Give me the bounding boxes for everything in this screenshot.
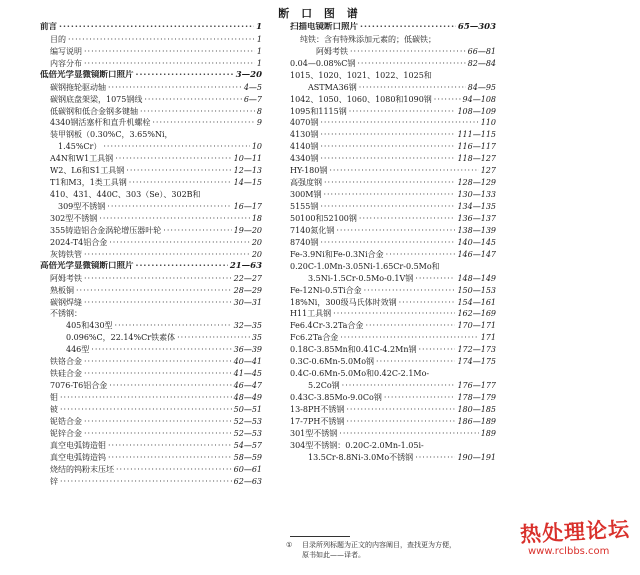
toc-entry-title: 4070钢 [290, 118, 319, 128]
toc-entry [290, 273, 496, 285]
toc-dot-leader [84, 273, 232, 285]
toc-entry [290, 141, 496, 153]
toc-dot-leader [336, 225, 455, 237]
toc-page-number: 82—84 [467, 58, 496, 68]
toc-page-number: 1 [256, 34, 262, 44]
toc-dot-leader [136, 70, 234, 82]
toc-page-number: 180—185 [457, 404, 496, 414]
toc-entry-title: 阿姆考铁 [50, 273, 82, 283]
toc-entry [290, 34, 496, 46]
toc-entry [290, 82, 496, 94]
toc-entry-title: 18%Ni，300级马氏体时效钢 [290, 297, 397, 307]
toc-page-number: 16—17 [233, 202, 262, 212]
toc-entry-title: 目的 [50, 34, 66, 44]
toc-dot-leader [116, 464, 232, 476]
toc-page-number: 52—53 [233, 428, 262, 438]
toc-page-number: 41—45 [233, 369, 262, 379]
toc-entry-title: 7140氮化钢 [290, 225, 335, 235]
toc-dot-leader [419, 344, 456, 356]
watermark-url: www.rclbbs.com [528, 546, 610, 557]
toc-dot-leader [415, 273, 455, 285]
toc-dot-leader [349, 106, 456, 118]
toc-entry-title: 17-7PH不锈钢 [290, 416, 345, 426]
toc-dot-leader [364, 285, 456, 297]
toc-page-number: 32—35 [233, 321, 262, 331]
toc-entry [40, 106, 262, 118]
toc-dot-leader [103, 141, 249, 153]
toc-page-number: 30—31 [233, 297, 262, 307]
toc-page-number: 111—115 [457, 130, 496, 140]
toc-entry-title: 4140钢 [290, 142, 319, 152]
toc-entry [40, 141, 262, 153]
toc-entry-title: W2、L6和S1工具钢 [50, 166, 125, 176]
toc-entry-title: 0.4C-0.6Mn-5.0Mo和0.42C-2.1Mo- [290, 369, 430, 379]
toc-entry-title: 0.43C-3.85Mo-9.0Co钢 [290, 393, 382, 403]
toc-page-number: 35 [251, 333, 262, 343]
toc-entry [290, 94, 496, 106]
toc-page-number: 171 [480, 333, 496, 343]
toc-entry-title: 真空电弧铸造钼 [50, 440, 106, 450]
toc-entry [40, 189, 262, 201]
watermark-logo [520, 516, 635, 571]
toc-page-number: 190—191 [457, 452, 496, 462]
toc-page-number: 60—61 [233, 464, 262, 474]
toc-entry-title: 扫描电镜断口照片 [290, 22, 359, 32]
toc-page-number: 62—63 [233, 476, 262, 486]
toc-dot-leader [91, 344, 231, 356]
toc-dot-leader [109, 380, 231, 392]
toc-entry-title: 405和430型 [66, 321, 113, 331]
toc-dot-leader [68, 34, 255, 46]
toc-entry [290, 404, 496, 416]
toc-page-number: 127 [480, 166, 496, 176]
toc-page-number: 172—173 [457, 345, 496, 355]
toc-page-number: 36—39 [233, 345, 262, 355]
toc-entry-title: 304型不锈钢：0.20C-2.0Mn-1.05i- [290, 440, 424, 450]
toc-page-number: 58—59 [233, 452, 262, 462]
toc-page-number: 4—5 [243, 82, 262, 92]
toc-entry-title: 1.45%Cr） [58, 142, 102, 152]
toc-entry-title: 前言 [40, 22, 58, 32]
toc-entry-title: 5155钢 [290, 202, 319, 212]
toc-section-heading [40, 261, 262, 273]
toc-entry-title: 446型 [66, 345, 90, 355]
toc-page-number: 150—153 [457, 285, 496, 295]
toc-dot-leader [144, 94, 241, 106]
footnote-line-2: 原书如此——译者。 [302, 551, 365, 559]
toc-entry-title: 1042、1050、1060、1080和1090钢 [290, 94, 432, 104]
toc-dot-leader [399, 297, 456, 309]
toc-entry-title: 灰铸铁管 [50, 249, 82, 259]
toc-dot-leader [320, 141, 455, 153]
toc-dot-leader [84, 428, 232, 440]
toc-dot-leader [359, 82, 466, 94]
toc-entry-title: 铁硅合金 [50, 369, 82, 379]
toc-dot-leader [333, 309, 455, 321]
toc-entry [40, 225, 262, 237]
toc-dot-leader [415, 452, 455, 464]
toc-dot-leader [126, 165, 231, 177]
toc-dot-leader [99, 213, 250, 225]
toc-right-column [290, 22, 496, 464]
toc-entry [290, 452, 496, 464]
toc-dot-leader [177, 332, 250, 344]
toc-entry-title: 铁铬合金 [50, 357, 82, 367]
toc-entry [40, 58, 262, 70]
toc-entry [290, 153, 496, 165]
page-title: 断 口 图 谱 [278, 7, 362, 20]
toc-entry-title: ASTMA36钢 [308, 82, 357, 92]
footnote-divider [290, 536, 350, 537]
toc-page-number: 134—135 [457, 202, 496, 212]
toc-entry-title: 0.20C-1.0Mn-3.05Ni-1.65Cr-0.5Mo和 [290, 261, 440, 271]
toc-entry-title: 50100和52100钢 [290, 213, 357, 223]
toc-entry [40, 213, 262, 225]
toc-dot-leader [320, 201, 455, 213]
toc-dot-leader [84, 356, 232, 368]
toc-dot-leader [76, 285, 232, 297]
toc-page-number: 162—169 [457, 309, 496, 319]
toc-dot-leader [84, 297, 232, 309]
toc-entry [40, 153, 262, 165]
toc-dot-leader [60, 476, 232, 488]
toc-dot-leader [320, 153, 455, 165]
toc-dot-leader [152, 118, 255, 130]
toc-entry [40, 404, 262, 416]
toc-entry [40, 356, 262, 368]
toc-entry [40, 118, 262, 130]
toc-entry-title: 烧结的钨粉末压坯 [50, 464, 114, 474]
toc-dot-leader [346, 416, 455, 428]
toc-entry-title: 熟板铜 [50, 285, 74, 295]
toc-page-number: 8 [256, 106, 262, 116]
toc-page-number: 84—95 [467, 82, 496, 92]
toc-page-number: 146—147 [457, 249, 496, 259]
toc-entry-title: 3.5Ni-1.5Cr-0.5Mo-0.1V钢 [308, 273, 414, 283]
toc-entry-title: 0.3C-0.6Mn-5.0Mo钢 [290, 357, 375, 367]
toc-entry-title: 4340钢活塞杆和直升机螺栓 [50, 118, 151, 128]
toc-page-number: 28—29 [233, 285, 262, 295]
toc-page-number: 116—117 [457, 142, 496, 152]
toc-dot-leader [324, 177, 455, 189]
toc-entry [290, 249, 496, 261]
toc-dot-leader [109, 237, 250, 249]
toc-entry [290, 440, 496, 452]
toc-entry [40, 237, 262, 249]
toc-dot-leader [359, 213, 456, 225]
toc-entry [40, 94, 262, 106]
toc-entry-title: H11工具钢 [290, 309, 332, 319]
toc-dot-leader [320, 118, 478, 130]
toc-entry [290, 428, 496, 440]
toc-entry [290, 70, 496, 82]
toc-dot-leader [108, 452, 232, 464]
footnote [286, 540, 520, 560]
toc-entry-title: 铌锌合金 [50, 428, 82, 438]
toc-page-number: 178—179 [457, 393, 496, 403]
toc-entry [40, 129, 262, 141]
toc-entry [290, 416, 496, 428]
toc-dot-leader [60, 392, 232, 404]
toc-page-number: 48—49 [233, 393, 262, 403]
toc-entry-title: 0.096%C，22.14%Cr铁素体 [66, 333, 176, 343]
toc-entry-title: 装甲钢板（0.30%C，3.65%Ni， [50, 130, 173, 140]
toc-section-heading [290, 22, 496, 34]
toc-dot-leader [350, 46, 466, 58]
toc-entry-title: 301型不锈钢 [290, 428, 338, 438]
toc-entry-title: 钼 [50, 393, 58, 403]
toc-entry-title: 高倍光学显微镜断口照片 [40, 260, 134, 271]
toc-entry [290, 320, 496, 332]
toc-entry-title: 高强度钢 [290, 178, 322, 188]
toc-entry [290, 356, 496, 368]
toc-entry [290, 368, 496, 380]
toc-entry [40, 201, 262, 213]
toc-entry [40, 177, 262, 189]
toc-entry-title: 阿姆考铁 [316, 46, 348, 56]
toc-entry [40, 344, 262, 356]
toc-entry-title: 锌 [50, 476, 58, 486]
toc-page-number: 170—171 [457, 321, 496, 331]
toc-entry [40, 476, 262, 488]
toc-entry [40, 285, 262, 297]
toc-entry-title: 8740钢 [290, 237, 319, 247]
toc-entry [40, 428, 262, 440]
toc-page-number: 22—27 [233, 273, 262, 283]
toc-entry-title: 355铸造铝合金涡轮增压器叶轮 [50, 225, 162, 235]
toc-page-number: 138—139 [457, 225, 496, 235]
toc-entry [40, 46, 262, 58]
toc-entry [40, 440, 262, 452]
toc-page-number: 108—109 [457, 106, 496, 116]
toc-entry-title: 5.2Co钢 [308, 381, 340, 391]
toc-entry [290, 177, 496, 189]
toc-entry-title: 碳钢拖轮驱动轴 [50, 82, 106, 92]
toc-entry-title: A4N和W1工具钢 [50, 154, 114, 164]
toc-page-number: 50—51 [233, 404, 262, 414]
toc-entry [40, 249, 262, 261]
toc-dot-leader [115, 153, 231, 165]
toc-entry [40, 273, 262, 285]
toc-entry-title: 13.5Cr-8.8Ni-3.0Mo不锈钢 [308, 452, 414, 462]
toc-entry-title: 302型不锈钢 [50, 213, 98, 223]
toc-page-number: 1 [256, 58, 262, 68]
toc-entry [40, 416, 262, 428]
toc-entry-title: 2024-T4铝合金 [50, 237, 108, 247]
footnote-line-1: 目录所列标题为正文的内容阐目，查找更为方便， [302, 541, 456, 549]
toc-entry [290, 344, 496, 356]
toc-dot-leader [108, 440, 232, 452]
toc-page-number: 46—47 [233, 381, 262, 391]
toc-dot-leader [365, 320, 455, 332]
toc-entry-title: 编写说明 [50, 46, 82, 56]
toc-entry [290, 380, 496, 392]
footnote-mark: ① [286, 541, 293, 549]
toc-dot-leader [346, 404, 455, 416]
toc-dot-leader [84, 249, 250, 261]
toc-page-number: 189 [480, 428, 496, 438]
toc-left-column [40, 22, 262, 488]
toc-page-number: 20 [251, 237, 262, 247]
toc-dot-leader [340, 332, 478, 344]
toc-entry [40, 297, 262, 309]
toc-page-number: 118—127 [457, 154, 496, 164]
toc-entry [40, 452, 262, 464]
toc-entry [290, 213, 496, 225]
toc-entry-title: 1015、1020、1021、1022、1025和 [290, 70, 432, 80]
toc-page-number: 1 [256, 46, 262, 56]
toc-entry [290, 165, 496, 177]
toc-entry [290, 332, 496, 344]
toc-page-number: 148—149 [457, 273, 496, 283]
toc-entry-title: 铌锆合金 [50, 416, 82, 426]
toc-entry-title: 410、431、440C、303（Se）、302B和 [50, 190, 201, 200]
toc-entry [290, 189, 496, 201]
toc-page-number: 94—108 [462, 94, 496, 104]
toc-entry [290, 392, 496, 404]
toc-entry-title: 碳钢底盘架梁，1075钢线 [50, 94, 143, 104]
toc-page-number: 20 [251, 249, 262, 259]
toc-dot-leader [84, 416, 232, 428]
toc-page-number: 154—161 [457, 297, 496, 307]
toc-dot-leader [84, 46, 255, 58]
toc-page-number: 12—13 [233, 166, 262, 176]
toc-dot-leader [360, 22, 456, 34]
toc-entry-title: 0.18C-3.85Mn和0.41C-4.2Mn钢 [290, 345, 417, 355]
toc-page-number: 21—63 [229, 260, 262, 271]
toc-dot-leader [115, 320, 232, 332]
toc-page-number: 174—175 [457, 357, 496, 367]
toc-page-number: 128—129 [457, 178, 496, 188]
toc-entry [290, 285, 496, 297]
toc-entry [290, 46, 496, 58]
toc-page-number: 176—177 [457, 381, 496, 391]
toc-page-number: 130—133 [457, 190, 496, 200]
toc-dot-leader [323, 189, 455, 201]
toc-page-number: 1 [256, 22, 262, 32]
toc-entry [40, 380, 262, 392]
toc-dot-leader [140, 106, 255, 118]
toc-entry-title: 4130钢 [290, 130, 319, 140]
toc-dot-leader [60, 404, 232, 416]
toc-entry-title: 铍 [50, 404, 58, 414]
toc-page-number: 110 [480, 118, 496, 128]
toc-entry [40, 320, 262, 332]
toc-dot-leader [320, 237, 455, 249]
toc-dot-leader [342, 380, 456, 392]
toc-entry-title: Fc6.2Ta合金 [290, 333, 339, 343]
toc-entry-title: HY-180钢 [290, 166, 328, 176]
toc-dot-leader [108, 82, 242, 94]
toc-dot-leader [357, 58, 465, 70]
toc-page-number: 186—189 [457, 416, 496, 426]
toc-entry [40, 165, 262, 177]
toc-dot-leader [384, 392, 456, 404]
toc-entry-title: 不锈钢： [50, 309, 82, 319]
toc-entry [290, 237, 496, 249]
toc-entry [290, 297, 496, 309]
toc-entry-title: Fe-12Ni-0.5Ti合金 [290, 285, 362, 295]
toc-entry-title: Fe6.4Cr-3.2Ta合金 [290, 321, 364, 331]
watermark-title: 热处理论坛 [519, 517, 631, 547]
toc-entry-title: 真空电弧铸造钨 [50, 452, 106, 462]
toc-entry [290, 129, 496, 141]
toc-entry-title: 低倍光学显微镜断口照片 [40, 69, 134, 80]
toc-section-heading [40, 70, 262, 82]
toc-entry-title: 纯铁：含有特殊添加元素的；低碳铁； [300, 34, 436, 44]
toc-entry-title: 0.04—0.08%C钢 [290, 58, 356, 68]
toc-page-number: 18 [251, 213, 262, 223]
toc-dot-leader [163, 225, 231, 237]
toc-entry-title: 低碳钢和低合金钢多键轴 [50, 106, 138, 116]
toc-entry [290, 201, 496, 213]
toc-entry [40, 332, 262, 344]
toc-entry-title: 13-8PH不锈钢 [290, 404, 345, 414]
toc-entry [290, 261, 496, 273]
toc-dot-leader [84, 368, 232, 380]
toc-entry [40, 368, 262, 380]
toc-page-number: 65—303 [457, 22, 496, 32]
toc-dot-leader [376, 356, 455, 368]
toc-dot-leader [434, 94, 461, 106]
toc-dot-leader [339, 428, 478, 440]
toc-entry-title: T1和M3，1类工具钢 [50, 178, 127, 188]
toc-entry [290, 225, 496, 237]
toc-entry-title: Fe-3.9Ni和Fe-0.3Ni合金 [290, 249, 384, 259]
toc-dot-leader [329, 165, 478, 177]
toc-dot-leader [320, 129, 455, 141]
toc-page-number: 3—20 [235, 69, 262, 80]
toc-page-number: 66—81 [467, 46, 496, 56]
toc-page-number: 52—53 [233, 416, 262, 426]
toc-entry-title: 4340钢 [290, 154, 319, 164]
toc-entry [40, 392, 262, 404]
toc-entry-title: 300M钢 [290, 190, 322, 200]
toc-page-number: 136—137 [457, 213, 496, 223]
toc-dot-leader [107, 201, 231, 213]
toc-entry-title: 内容分布 [50, 58, 82, 68]
toc-page-number: 54—57 [233, 440, 262, 450]
toc-page-number: 14—15 [233, 178, 262, 188]
toc-entry [40, 309, 262, 321]
toc-page-number: 9 [256, 118, 262, 128]
toc-dot-leader [84, 58, 255, 70]
toc-page-number: 40—41 [233, 357, 262, 367]
toc-page-number: 10—11 [233, 154, 262, 164]
toc-entry [40, 464, 262, 476]
toc-entry [290, 309, 496, 321]
toc-entry-title: 7076-T6铝合金 [50, 381, 108, 391]
toc-entry-title: 1095和1115钢 [290, 106, 347, 116]
toc-dot-leader [136, 261, 228, 273]
toc-dot-leader [129, 177, 232, 189]
toc-entry [290, 58, 496, 70]
toc-entry [40, 82, 262, 94]
toc-page-number: 10 [251, 142, 262, 152]
toc-entry [290, 106, 496, 118]
toc-entry [290, 118, 496, 130]
toc-section-heading [40, 22, 262, 34]
toc-page-number: 6—7 [243, 94, 262, 104]
toc-dot-leader [386, 249, 456, 261]
toc-page-number: 140—145 [457, 237, 496, 247]
toc-entry-title: 309型不锈钢 [58, 202, 106, 212]
toc-entry [40, 34, 262, 46]
toc-page-number: 19—20 [233, 225, 262, 235]
toc-entry-title: 碳钢焊缝 [50, 297, 82, 307]
toc-dot-leader [59, 22, 254, 34]
